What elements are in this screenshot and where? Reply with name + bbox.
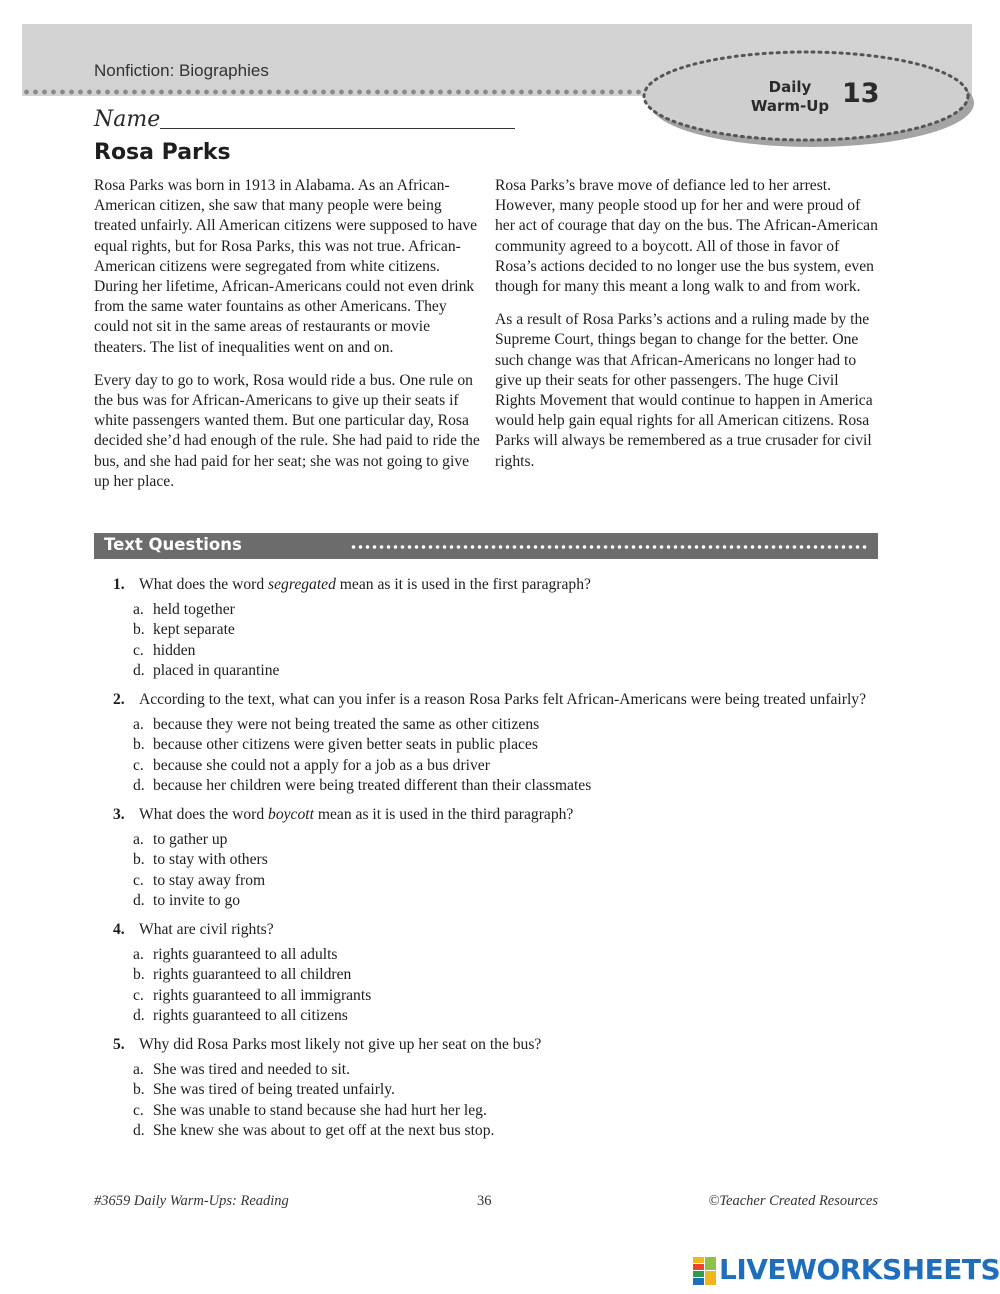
- question-5: [110, 1035, 880, 1141]
- answer-option[interactable]: c. She was unable to stand because she had hurt her leg.: [133, 1101, 487, 1119]
- category-label: Nonfiction: Biographies: [94, 61, 269, 80]
- answer-option[interactable]: a. held together: [133, 601, 235, 619]
- name-field[interactable]: [160, 128, 515, 129]
- question-text: What are civil rights?: [139, 921, 274, 939]
- answer-option[interactable]: d. rights guaranteed to all citizens: [133, 1006, 348, 1024]
- answer-option[interactable]: b. because other citizens were given better seats in public places: [133, 736, 538, 754]
- footer-copyright: ©Teacher Created Resources: [708, 1193, 878, 1209]
- questions-list: [110, 575, 880, 1150]
- section-title: Text Questions: [104, 535, 242, 554]
- question-3: [110, 805, 880, 911]
- passage-column-right: [495, 176, 881, 485]
- section-dotted-leader: [350, 544, 868, 550]
- answer-option[interactable]: b. kept separate: [133, 621, 235, 639]
- answer-option[interactable]: b. to stay with others: [133, 851, 268, 869]
- question-text: What does the word segregated mean as it is used in the first paragraph?: [139, 576, 591, 593]
- passage-paragraph: As a result of Rosa Parks’s actions and a ruling made by the Supreme Court, things began to change for the better. One such change was that African-Americans no longer had to give up their seats for other passengers. The huge Civil Rights Movement that would continue to happen in America would help gain equal rights for all American citizens. Rosa Parks will always be remembered as a true crusader for civil rights.: [495, 311, 873, 470]
- question-number: 5.: [113, 1036, 125, 1054]
- answer-option[interactable]: d. She knew she was about to get off at the next bus stop.: [133, 1121, 495, 1139]
- answer-option[interactable]: b. rights guaranteed to all children: [133, 966, 352, 984]
- question-number: 3.: [113, 806, 125, 824]
- footer-page-number: 36: [477, 1193, 492, 1209]
- question-text: What does the word boycott mean as it is used in the third paragraph?: [139, 806, 574, 824]
- answer-option[interactable]: a. rights guaranteed to all adults: [133, 946, 338, 964]
- question-1: [110, 575, 880, 681]
- question-number: 4.: [113, 921, 125, 939]
- answer-option[interactable]: c. because she could not a apply for a job as a bus driver: [133, 756, 490, 774]
- passage-paragraph: Rosa Parks’s brave move of defiance led to her arrest. However, many people stood up for her and were proud of her act of courage that day on the bus. The African-American community agreed to a boycott. All of those in favor of Rosa’s actions decided to no longer use the bus system, even though for many this meant a long walk to and from work.: [495, 177, 878, 296]
- header-dotted-line: [22, 88, 662, 96]
- answer-option[interactable]: c. hidden: [133, 641, 196, 659]
- liveworksheets-logo-text: LIVEWORKSHEETS: [719, 1253, 1000, 1286]
- question-text: According to the text, what can you infer is a reason Rosa Parks felt African-Americans were being treated unfairly?: [139, 691, 867, 709]
- answer-option[interactable]: a. to gather up: [133, 831, 228, 849]
- question-number: 2.: [113, 691, 125, 709]
- page-title: Rosa Parks: [94, 140, 231, 165]
- answer-option[interactable]: a. because they were not being treated the same as other citizens: [133, 716, 540, 734]
- badge-label: Daily Warm-Up: [750, 78, 830, 115]
- liveworksheets-logo-icon: [693, 1257, 717, 1285]
- question-text: Why did Rosa Parks most likely not give up her seat on the bus?: [139, 1036, 542, 1054]
- text-questions-bar: [94, 533, 878, 559]
- question-2: [110, 690, 880, 796]
- question-4: [110, 920, 880, 1026]
- answer-option[interactable]: d. placed in quarantine: [133, 661, 280, 679]
- badge-number: 13: [842, 78, 880, 109]
- answer-option[interactable]: d. because her children were being treated different than their classmates: [133, 776, 592, 794]
- answer-option[interactable]: a. She was tired and needed to sit.: [133, 1061, 351, 1079]
- answer-option[interactable]: c. rights guaranteed to all immigrants: [133, 986, 372, 1004]
- answer-option[interactable]: b. She was tired of being treated unfairly.: [133, 1081, 395, 1099]
- question-number: 1.: [113, 576, 125, 593]
- name-label: Name: [94, 107, 161, 132]
- answer-option[interactable]: d. to invite to go: [133, 891, 241, 909]
- answer-option[interactable]: c. to stay away from: [133, 871, 266, 889]
- passage-column-left: [94, 176, 480, 505]
- passage-paragraph: Every day to go to work, Rosa would ride a bus. One rule on the bus was for African-Americans to give up their seats if white passengers wanted them. But one particular day, Rosa decided she’d had enough of the rule. She had paid to ride the bus, and she had paid for her seat; she was not going to give up her place.: [94, 371, 480, 490]
- passage-paragraph: Rosa Parks was born in 1913 in Alabama. As an African-American citizen, she saw that many people were being treated unfairly. All American citizens were supposed to have equal rights, but for Rosa Parks, this was not true. African-American citizens were segregated from white citizens. During her lifetime, African-Americans could not even drink from the same water fountains as other Americans. They could not sit in the same areas of restaurants or movie theaters. The list of inequalities went on and on.: [94, 177, 478, 356]
- footer-book-title: #3659 Daily Warm-Ups: Reading: [94, 1193, 289, 1209]
